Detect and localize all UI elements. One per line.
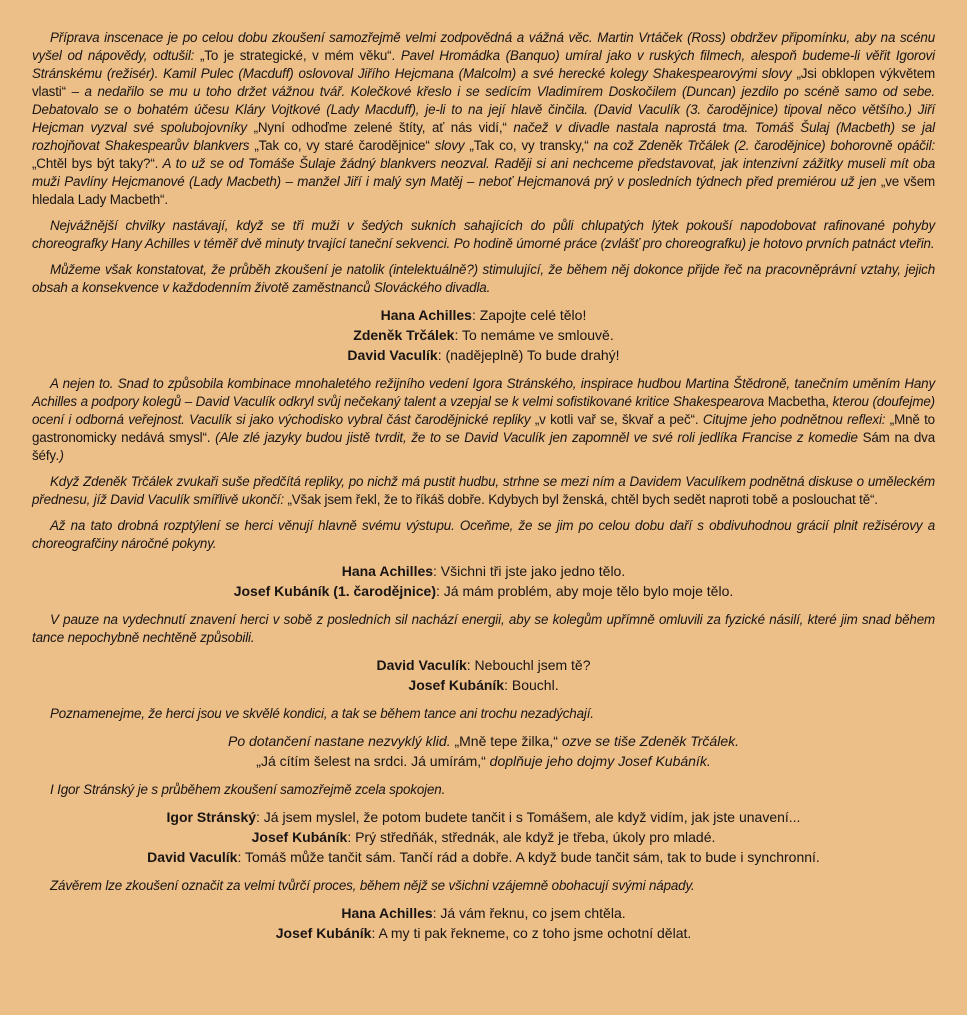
italic-text-run: Po dotančení nastane nezvyklý klid.: [228, 733, 455, 749]
speaker-name: Hana Achilles: [341, 563, 434, 579]
dialog-block-4: [32, 807, 935, 867]
centered-quote-line-1: [32, 731, 935, 751]
dialog-line: [32, 581, 935, 601]
quoted-text-run: „Nyní odhoďme zelené štíty, ať nás vidí,“: [253, 120, 507, 135]
italic-text-run: Citujme jeho podnětnou reflexi:: [698, 412, 890, 427]
paragraph-labor-relations: Můžeme však konstatovat, že průběh zkoušení je natolik (intelektuálně?) stimulující, že během něj dokonce přijde řeč na pracovněprávní vztahy, jejich obsah a konsekvence v každodenním životě zaměstnanců Slováckého divadla.: [32, 262, 935, 295]
spoken-line: : (nadějeplně) To bude drahý!: [437, 347, 620, 363]
dialog-block-5: [32, 903, 935, 943]
italic-text-run: (Ale zlé jazyky budou jistě tvrdit, že to se David Vaculík jen zapomněl ve své roli jedlíka Francise z komedie: [210, 430, 863, 445]
italic-text-run: Když Zdeněk Trčálek zvukaři suše předčítá repliky, po nichž má pustit hudbu, strhne se mezi ním a Davidem Vaculíkem podnětná diskuse o uměleckém přednesu, jíž David Vaculík smířlivě ukončí:: [32, 474, 935, 507]
dialog-block-1: [32, 305, 935, 365]
paragraph-conclusion: Závěrem lze zkoušení označit za velmi tvůrčí proces, během nějž se všichni vzájemně obohacují svými nápady.: [50, 878, 695, 893]
quoted-text-run: „Tak co, vy staré čarodějnice“: [254, 138, 430, 153]
speaker-name: Josef Kubáník: [251, 829, 348, 845]
quoted-text-run: „Tak co, vy transky,“: [469, 138, 589, 153]
dialog-line: [32, 847, 935, 867]
dialog-line: [32, 807, 935, 827]
spoken-line: : Všichni tři jste jako jedno tělo.: [433, 563, 626, 579]
spoken-line: : Já jsem myslel, že potom budete tančit i s Tomášem, ale když vidím, jak jste unavení...: [256, 809, 801, 825]
speaker-name: Josef Kubáník (1. čarodějnice): [233, 583, 437, 599]
italic-text-run: .): [55, 448, 64, 463]
spoken-line: : Prý středňák, střednák, ale když je třeba, úkoly pro mladé.: [347, 829, 716, 845]
speaker-name: Josef Kubáník: [408, 677, 505, 693]
dialog-line: [32, 561, 935, 581]
italic-text-run: ozve se tiše Zdeněk Trčálek.: [557, 733, 739, 749]
paragraph-condition: Poznamenejme, že herci jsou ve skvělé kondici, a tak se během tance ani trochu nezadýchají.: [50, 706, 594, 721]
quoted-text-run: „Však jsem řekl, že to říkáš dobře. Kdybych byl ženská, chtěl bych sedět naproti tobě a poslouchat tě“.: [287, 492, 878, 507]
speaker-name: David Vaculík: [147, 849, 238, 865]
speaker-name: David Vaculík: [347, 347, 438, 363]
italic-text-run: A to už se od Tomáše Šulaje žádný blankvers neozval. Raději si ani nechceme představovat, jak intenzivní zážitky museli mít oba muži Pavlíny Hejcmanové (Lady Macbeth) – manžel Jiří i malý syn Matěj – neboť Hejcmanová prý v posledních týdnech před premiérou už jen: [32, 156, 935, 189]
italic-text-run: – a nedařilo se mu u toho držet vážnou tvář. Kolečkové křeslo i se sedícím Vladimírem Doskočilem (Duncan) jezdilo po scéně samo od sebe. Debatovalo se o bohatém účesu Kláry Vojtkové (Lady Macduff), je-li to na její hlavě činčila. (David Vaculík (3. čarodějnice) tipoval něco většího.) Jiří Hejcman vyzval své spolubojovníky: [32, 84, 935, 135]
paragraph-rehearsal-intro: [32, 29, 935, 209]
dialog-line: [32, 345, 935, 365]
italic-text-run: načež v divadle nastala naprostá tma. Tomáš Šulaj (Macbeth) se jal rozhojňovat Shakespearův blankvers: [32, 120, 935, 153]
italic-text-run: kterou (doufejme) ocení i odborná veřejnost. Vaculík si jako východisko vybral část čarodějnické repliky: [32, 394, 935, 427]
speaker-name: Hana Achilles: [380, 307, 472, 323]
paragraph-pause: V pauze na vydechnutí znavení herci v sobě z posledních sil nachází energii, aby se kolegům upřímně omluvili za fyzické násilí, které jim snad během tance nepochybně nechtěně způsobili.: [32, 612, 935, 645]
italic-text-run: A nejen to. Snad to způsobila kombinace mnohaletého režijního vedení Igora Stránského, inspirace hudbou Martina Štědroně, tanečním uměním Hany Achilles a podpory kolegů – David Vaculík odkryl svůj nečekaný talent a vzepjal se k velmi sofistikované kritice Shakespearova: [32, 376, 935, 409]
italic-text-run: Pavel Hromádka (Banquo) umíral jako v ruských filmech, alespoň budeme-li věřit Igorovi Stránskému (režisér). Kamil Pulec (Macduff) oslovoval Jiřího Hejcmana (Malcolm) a své herecké kolegy Shakespearovými slovy: [32, 48, 936, 81]
spoken-line: : Tomáš může tančit sám. Tančí rád a dobře. A když bude tančit sám, tak to bude i synchronní.: [237, 849, 820, 865]
spoken-line: : Já vám řeknu, co jsem chtěla.: [432, 905, 626, 921]
quoted-text-run: „Jsi obklopen výkvětem vlasti“: [32, 66, 936, 99]
speaker-name: Hana Achilles: [341, 905, 433, 921]
paragraph-director-satisfied: I Igor Stránský je s průběhem zkoušení samozřejmě zcela spokojen.: [50, 782, 446, 797]
quoted-text-run: „Chtěl bys být taky?“.: [32, 156, 159, 171]
dialog-line: [32, 655, 935, 675]
italic-text-run: Příprava inscenace je po celou dobu zkoušení samozřejmě velmi zodpovědná a vážná věc. Martin Vrtáček (Ross) obdržev připomínku, aby na scénu vyšel od nápovědy, odtušil:: [32, 30, 935, 63]
dialog-line: [32, 675, 935, 695]
dialog-line: [32, 903, 935, 923]
paragraph-recitation-discussion: [32, 473, 935, 509]
paragraph-performance: Až na tato drobná rozptýlení se herci věnují hlavně svému výstupu. Oceňme, že se jim po celou dobu daří s obdivuhodnou grácií plnit režisérovy a choreografčiny náročné pokyny.: [32, 518, 935, 551]
speaker-name: David Vaculík: [376, 657, 467, 673]
quoted-text-run: „Já cítím šelest na srdci. Já umírám,“: [256, 753, 486, 769]
spoken-line: : Zapojte celé tělo!: [471, 307, 587, 323]
italic-text-run: slovy: [429, 138, 470, 153]
speaker-name: Igor Stránský: [166, 809, 257, 825]
spoken-line: : A my ti pak řekneme, co z toho jsme ochotní dělat.: [371, 925, 692, 941]
italic-text-run: na což Zdeněk Trčálek (2. čarodějnice) bohorovně opáčil:: [588, 138, 936, 153]
quoted-text-run: Macbetha,: [767, 394, 829, 409]
quoted-text-run: „To je strategické, v mém věku“.: [200, 48, 396, 63]
speaker-name: Zdeněk Trčálek: [353, 327, 455, 343]
italic-text-run: doplňuje jeho dojmy Josef Kubáník.: [485, 753, 711, 769]
spoken-line: : Bouchl.: [504, 677, 559, 693]
dialog-block-3: [32, 655, 935, 695]
dialog-block-2: [32, 561, 935, 601]
paragraph-choreography: Nejvážnější chvilky nastávají, když se tři muži v šedých sukních sahajících do půli chlupatých lýtek pokouší napodobovat rafinované pohyby choreografky Hany Achilles v téměř dvě minuty trvající taneční sekvenci. Po hodině úmorné práce (zvlášť pro choreografku) je hotovo prvních patnáct vteřin.: [32, 218, 935, 251]
quoted-text-run: Sám na dva šéfy: [32, 430, 935, 463]
dialog-line: [32, 305, 935, 325]
centered-quote: [32, 731, 935, 771]
spoken-line: : Nebouchl jsem tě?: [466, 657, 591, 673]
quoted-text-run: „Mně to gastronomicky nedává smysl“.: [32, 412, 935, 445]
quoted-text-run: „Mně tepe žilka,“: [454, 733, 558, 749]
spoken-line: : To nemáme ve smlouvě.: [454, 327, 614, 343]
dialog-line: [32, 325, 935, 345]
dialog-line: [32, 923, 935, 943]
speaker-name: Josef Kubáník: [275, 925, 372, 941]
dialog-line: [32, 827, 935, 847]
centered-quote-line-2: [32, 751, 935, 771]
quoted-text-run: „ve všem hledala Lady Macbeth“.: [32, 174, 935, 207]
paragraph-vaculik-critique: [32, 375, 935, 465]
spoken-line: : Já mám problém, aby moje tělo bylo moje tělo.: [436, 583, 734, 599]
quoted-text-run: „v kotli vař se, škvař a peč“.: [534, 412, 699, 427]
